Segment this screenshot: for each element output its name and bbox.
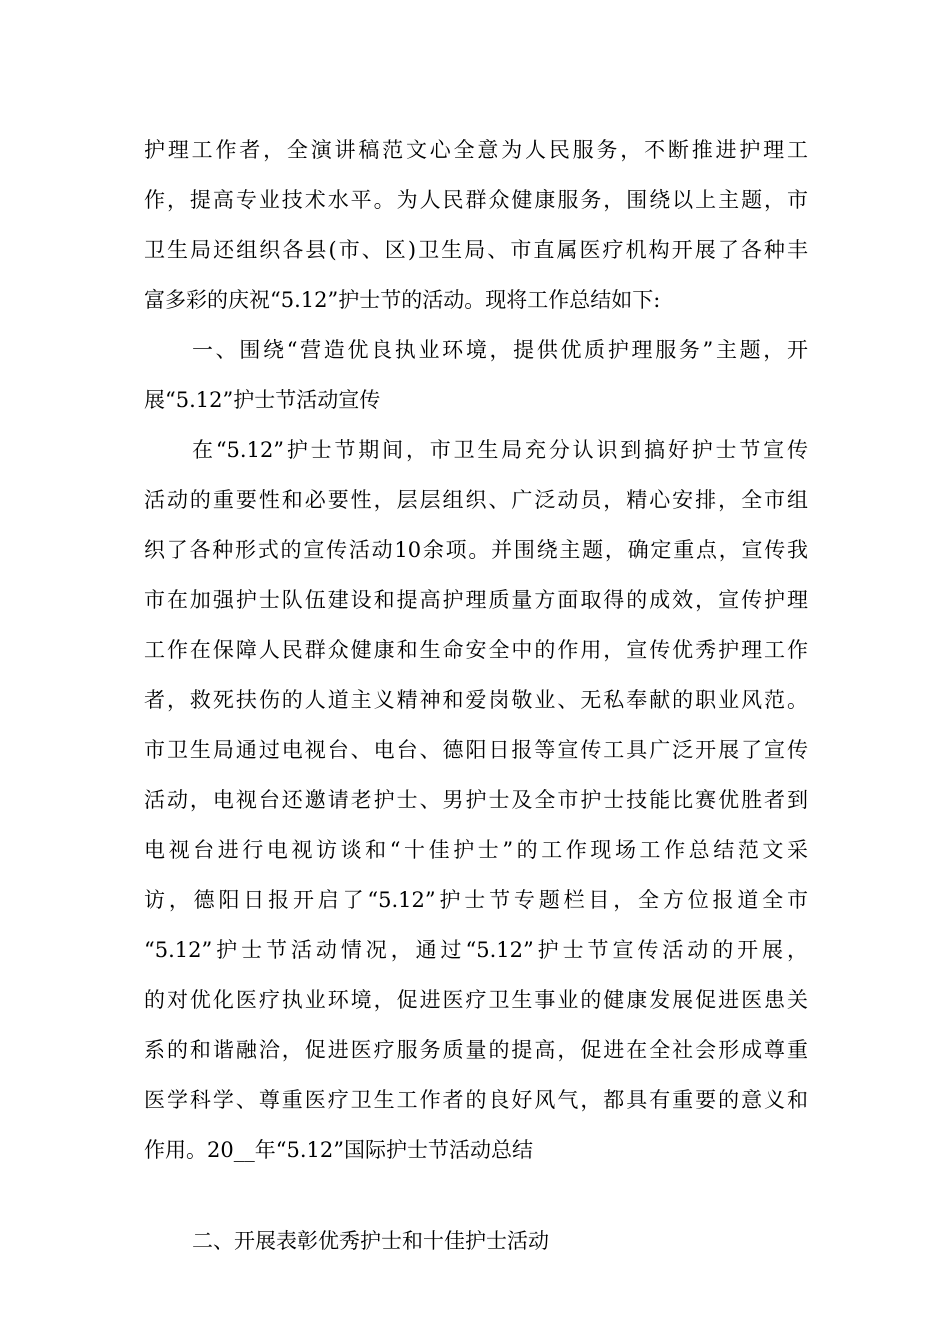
text-line: 的对优化医疗执业环境，促进医疗卫生事业的健康发展促进医患关: [144, 988, 808, 1012]
text-line: 活动，电视台还邀请老护士、男护士及全市护士技能比赛优胜者到: [144, 788, 808, 812]
document-body: [144, 125, 808, 1266]
text-line: 电视台进行电视访谈和“十佳护士”的工作现场工作总结范文采: [144, 838, 808, 862]
text-line: 系的和谐融洽，促进医疗服务质量的提高，促进在全社会形成尊重: [144, 1038, 808, 1062]
text-line: 护理工作者，全演讲稿范文心全意为人民服务，不断推进护理工: [144, 138, 808, 162]
text-line: 展“5.12”护士节活动宣传: [144, 388, 381, 412]
text-line: 在“5.12”护士节期间，市卫生局充分认识到搞好护士节宣传: [192, 438, 808, 462]
section-one-heading: [144, 325, 808, 425]
text-line: 一、围绕“营造优良执业环境，提供优质护理服务”主题，开: [192, 338, 808, 362]
text-line: 市卫生局通过电视台、电台、德阳日报等宣传工具广泛开展了宣传: [144, 738, 808, 762]
text-line: 者，救死扶伤的人道主义精神和爱岗敬业、无私奉献的职业风范。: [144, 688, 808, 712]
text-line: 织了各种形式的宣传活动10余项。并围绕主题，确定重点，宣传我: [144, 538, 808, 562]
text-line: 市在加强护士队伍建设和提高护理质量方面取得的成效，宣传护理: [144, 588, 808, 612]
paragraph-intro: [144, 125, 808, 325]
text-line: “5.12”护士节活动情况，通过“5.12”护士节宣传活动的开展，: [144, 938, 808, 962]
section-two-heading: [144, 1216, 808, 1266]
text-line: 作，提高专业技术水平。为人民群众健康服务，围绕以上主题，市: [144, 188, 808, 212]
paragraph-gap: [144, 1175, 808, 1216]
section-one-body: [144, 425, 808, 1175]
text-line: 卫生局还组织各县(市、区)卫生局、市直属医疗机构开展了各种丰: [144, 238, 808, 262]
text-line: 工作在保障人民群众健康和生命安全中的作用，宣传优秀护理工作: [144, 638, 808, 662]
text-line: 活动的重要性和必要性，层层组织、广泛动员，精心安排，全市组: [144, 488, 808, 512]
text-line: 作用。20__年“5.12”国际护士节活动总结: [144, 1138, 533, 1162]
text-line: 医学科学、尊重医疗卫生工作者的良好风气，都具有重要的意义和: [144, 1088, 808, 1112]
text-line: 富多彩的庆祝“5.12”护士节的活动。现将工作总结如下:: [144, 288, 661, 312]
text-line: 访，德阳日报开启了“5.12”护士节专题栏目，全方位报道全市: [144, 888, 808, 912]
text-line: 二、开展表彰优秀护士和十佳护士活动: [192, 1229, 549, 1253]
